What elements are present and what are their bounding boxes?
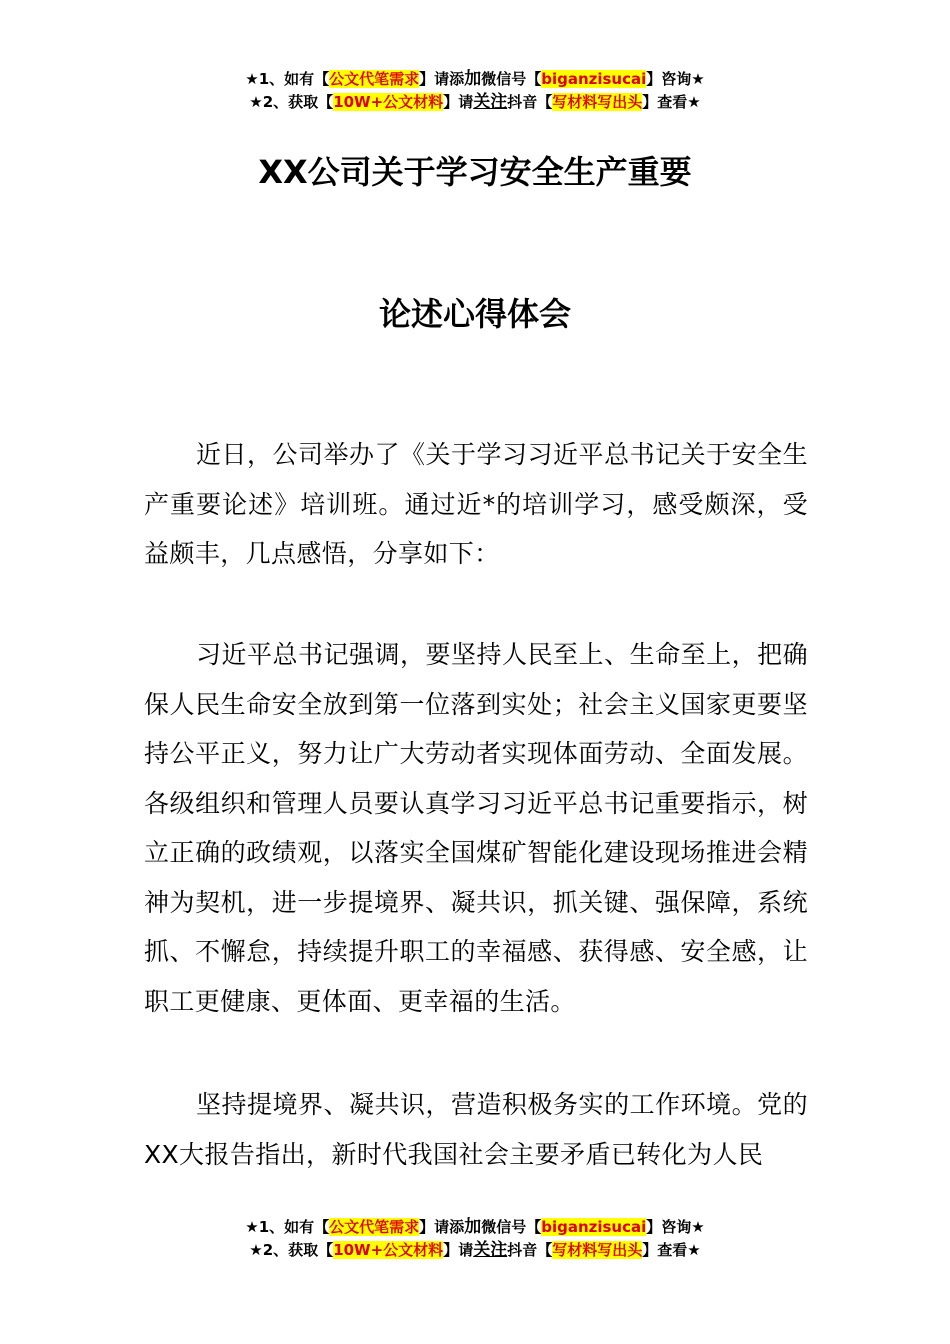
promo-text: 微信号【: [481, 70, 542, 88]
promo-text: 抖音【: [507, 1241, 553, 1259]
document-title-line-2: 论述心得体会: [378, 295, 571, 333]
promo-text: 】请添: [419, 70, 465, 88]
promo-line-2: [0, 91, 950, 114]
douyin-highlight: 写材料写出头: [552, 1241, 643, 1259]
promo-text: ★1、如有【: [245, 70, 330, 88]
promo-line-1: [0, 68, 950, 91]
promo-text: 加: [464, 1217, 482, 1237]
promo-text: 】查看★: [642, 1241, 701, 1259]
promo-text: ★2、获取【: [249, 1241, 334, 1259]
promo-text: 】查看★: [642, 93, 701, 111]
wechat-id-highlight: biganzisucai: [541, 1218, 647, 1236]
promo-text: 关注: [473, 92, 508, 112]
header-promo-banner: [0, 68, 950, 114]
body-paragraph: 习近平总书记强调，要坚持人民至上、生命至上，把确保人民生命安全放到第一位落到实处；社会主义国家更要坚持公平正义，努力让广大劳动者实现体面劳动、全面发展。各级组织和管理人员要认真学习习近平总书记重要指示，树立正确的政绩观，以落实全国煤矿智能化建设现场推进会精神为契机，进一步提境界、凝共识，抓关键、强保障，系统抓、不懈怠，持续提升职工的幸福感、获得感、安全感，让职工更健康、更体面、更幸福的生活。: [144, 640, 808, 1016]
wechat-id-highlight: biganzisucai: [541, 70, 647, 88]
promo-text: ★2、获取【: [249, 93, 334, 111]
promo-highlight: 公文代笔需求: [329, 1218, 420, 1236]
promo-text: 】咨询★: [646, 70, 705, 88]
promo-line-1: [0, 1216, 950, 1239]
promo-text: ★1、如有【: [245, 1218, 330, 1236]
promo-text: 加: [464, 69, 482, 89]
promo-text: 】请: [443, 1241, 474, 1259]
footer-promo-banner: [0, 1216, 950, 1262]
promo-text: 微信号【: [481, 1218, 542, 1236]
douyin-highlight: 写材料写出头: [552, 93, 643, 111]
promo-text: 】咨询★: [646, 1218, 705, 1236]
document-title-line-1: XX公司关于学习安全生产重要: [258, 153, 692, 191]
promo-highlight: 公文代笔需求: [329, 70, 420, 88]
promo-text: 关注: [473, 1240, 508, 1260]
promo-text: 抖音【: [507, 93, 553, 111]
promo-highlight: 10W+公文材料: [333, 1241, 444, 1259]
body-paragraph: 坚持提境界、凝共识，营造积极务实的工作环境。党的XX大报告指出，新时代我国社会主要矛盾已转化为人民: [144, 1090, 808, 1169]
promo-highlight: 10W+公文材料: [333, 93, 444, 111]
body-paragraph: 近日，公司举办了《关于学习习近平总书记关于安全生产重要论述》培训班。通过近*的培训学习，感受颇深，受益颇丰，几点感悟，分享如下：: [144, 440, 808, 568]
promo-text: 】请: [443, 93, 474, 111]
promo-line-2: [0, 1239, 950, 1262]
promo-text: 】请添: [419, 1218, 465, 1236]
